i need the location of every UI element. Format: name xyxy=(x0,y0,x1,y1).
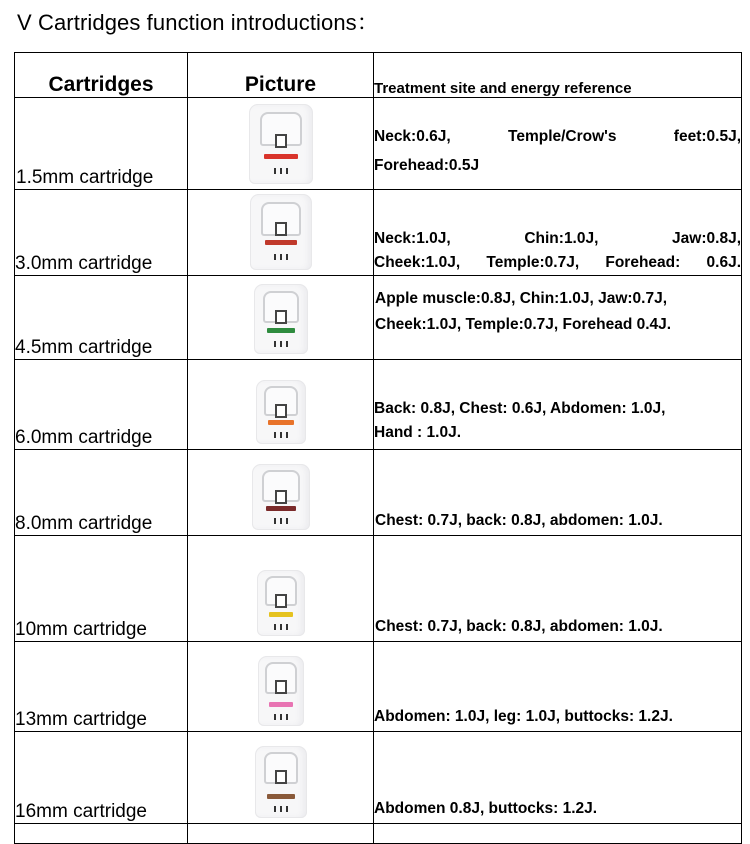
treatment-info: Apple muscle:0.8J, Chin:1.0J, Jaw:0.7J, Cheek:1.0J, Temple:0.7J, Forehead 0.4J. xyxy=(374,276,742,360)
cartridge-image xyxy=(256,380,306,444)
cartridge-name: 6.0mm cartridge xyxy=(15,360,188,450)
cartridge-name: 10mm cartridge xyxy=(15,536,188,642)
page-title: V Cartridges function introductions： xyxy=(17,10,379,35)
color-band xyxy=(265,240,297,245)
cartridge-name: 13mm cartridge xyxy=(15,642,188,732)
table-row xyxy=(15,642,742,732)
cartridge-picture xyxy=(188,536,374,642)
treatment-info: Neck:1.0J, Chin:1.0J, Jaw:0.8J, Cheek:1.0J, Temple:0.7J, Forehead: 0.6J. xyxy=(374,190,742,276)
treatment-info: Back: 0.8J, Chest: 0.6J, Abdomen: 1.0J, Hand : 1.0J. xyxy=(374,360,742,450)
cartridge-image xyxy=(255,746,307,818)
color-band xyxy=(267,794,295,799)
cartridge-picture xyxy=(188,360,374,450)
cartridge-image xyxy=(257,570,305,636)
cartridge-image xyxy=(258,656,304,726)
cartridges-table xyxy=(14,52,742,844)
cartridge-picture xyxy=(188,732,374,824)
treatment-info: Abdomen 0.8J, buttocks: 1.2J. xyxy=(374,732,742,824)
treatment-info: Chest: 0.7J, back: 0.8J, abdomen: 1.0J. xyxy=(374,450,742,536)
color-band xyxy=(264,154,298,159)
table-row xyxy=(15,732,742,824)
cartridge-picture xyxy=(188,450,374,536)
cartridge-image xyxy=(252,464,310,530)
table-row xyxy=(15,98,742,190)
cartridge-name: 4.5mm cartridge xyxy=(15,276,188,360)
color-band xyxy=(267,328,295,333)
cartridge-picture xyxy=(188,190,374,276)
color-band xyxy=(266,506,296,511)
treatment-info: Chest: 0.7J, back: 0.8J, abdomen: 1.0J. xyxy=(374,536,742,642)
header-treatment: Treatment site and energy reference xyxy=(374,53,742,98)
header-row xyxy=(15,53,742,98)
color-band xyxy=(269,702,293,707)
treatment-info: Abdomen: 1.0J, leg: 1.0J, buttocks: 1.2J. xyxy=(374,642,742,732)
table-row xyxy=(15,276,742,360)
cartridge-image xyxy=(254,284,308,354)
table-row-empty xyxy=(15,824,742,844)
cartridge-name: 16mm cartridge xyxy=(15,732,188,824)
cartridge-image xyxy=(249,104,313,184)
header-picture: Picture xyxy=(188,53,374,98)
table-row xyxy=(15,536,742,642)
cartridge-name: 1.5mm cartridge xyxy=(15,98,188,190)
cartridge-image xyxy=(250,194,312,270)
color-band xyxy=(268,420,294,425)
cartridge-name: 3.0mm cartridge xyxy=(15,190,188,276)
cartridge-picture xyxy=(188,98,374,190)
color-band xyxy=(269,612,293,617)
header-cartridges: Cartridges xyxy=(15,53,188,98)
table-row xyxy=(15,450,742,536)
treatment-info: Neck:0.6J, Temple/Crow's feet:0.5J, Forehead:0.5J xyxy=(374,98,742,190)
cartridge-picture xyxy=(188,642,374,732)
cartridge-name: 8.0mm cartridge xyxy=(15,450,188,536)
table-row xyxy=(15,360,742,450)
table-row xyxy=(15,190,742,276)
cartridge-picture xyxy=(188,276,374,360)
